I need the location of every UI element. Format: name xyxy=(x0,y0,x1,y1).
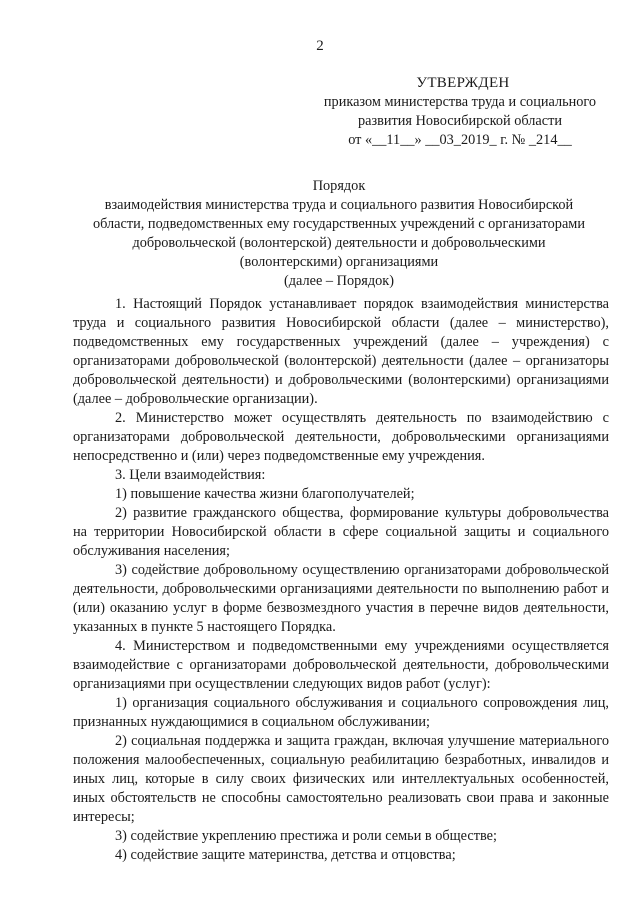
approval-title: УТВЕРЖДЕН xyxy=(416,75,510,91)
list-item: 1) повышение качества жизни благополучателей; xyxy=(115,486,415,502)
list-item: 4) содействие защите материнства, детства и отцовства; xyxy=(115,847,456,863)
document-title xyxy=(66,177,612,291)
list-item: 2) развитие гражданского общества, формирование культуры добровольчества на территории Новосибирской области в сфере социальной защиты и социального обслуживания населения; xyxy=(73,505,609,559)
list-item: 3) содействие добровольному осуществлению организаторами добровольческой деятельности, добровольческими организациями деятельности по выполнению работ и (или) оказанию услуг в форме безвозмездного участия в перечне видов деятельности, указанных в пункте 5 настоящего Порядка. xyxy=(73,562,609,635)
title-line: взаимодействия министерства труда и социального развития Новосибирской xyxy=(104,197,574,213)
approval-date-line: от «__11__» __03_2019_ г. № _214__ xyxy=(348,132,572,148)
approval-line: приказом министерства труда и социального xyxy=(323,94,597,110)
title-heading: Порядок xyxy=(312,178,366,194)
document-body xyxy=(73,295,609,865)
title-line: (волонтерскими) организациями xyxy=(239,254,439,270)
paragraph: 1. Настоящий Порядок устанавливает порядок взаимодействия министерства труда и социального развития Новосибирской области (далее – министерство), подведомственных ему государственных учреждений (далее – учреждения) с организаторами добровольческой (волонтерской) деятельности (далее – организаторы добровольческой деятельности) и добровольческими (волонтерскими) организациями (далее – добровольческие организации). xyxy=(73,296,609,407)
title-line: добровольческой (волонтерской) деятельности и добровольческими xyxy=(132,235,546,251)
paragraph: 3. Цели взаимодействия: xyxy=(115,467,266,483)
approval-block xyxy=(300,74,620,150)
title-line: (далее – Порядок) xyxy=(284,273,394,289)
paragraph: 2. Министерство может осуществлять деятельность по взаимодействию с организаторами добровольческой деятельности, добровольческими организациями непосредственно и (или) через подведомственные ему учреждения. xyxy=(73,410,609,464)
paragraph: 4. Министерством и подведомственными ему учреждениями осуществляется взаимодействие с организаторами добровольческой деятельности, добровольческими организациями при осуществлении следующих видов работ (услуг): xyxy=(73,638,609,692)
approval-line: развития Новосибирской области xyxy=(357,113,563,129)
list-item: 3) содействие укреплению престижа и роли семьи в обществе; xyxy=(115,828,497,844)
title-line: области, подведомственных ему государственных учреждений с организаторами xyxy=(92,216,585,232)
page-number: 2 xyxy=(316,38,324,54)
list-item: 1) организация социального обслуживания и социального сопровождения лиц, признанных нуждающимися в социальном обслуживании; xyxy=(73,695,609,730)
list-item: 2) социальная поддержка и защита граждан, включая улучшение материального положения малообеспеченных, социальную реабилитацию безработных, инвалидов и иных лиц, которые в силу своих физических или интеллектуальных особенностей, иных обстоятельств не способны самостоятельно реализовать свои права и законные интересы; xyxy=(73,733,609,825)
